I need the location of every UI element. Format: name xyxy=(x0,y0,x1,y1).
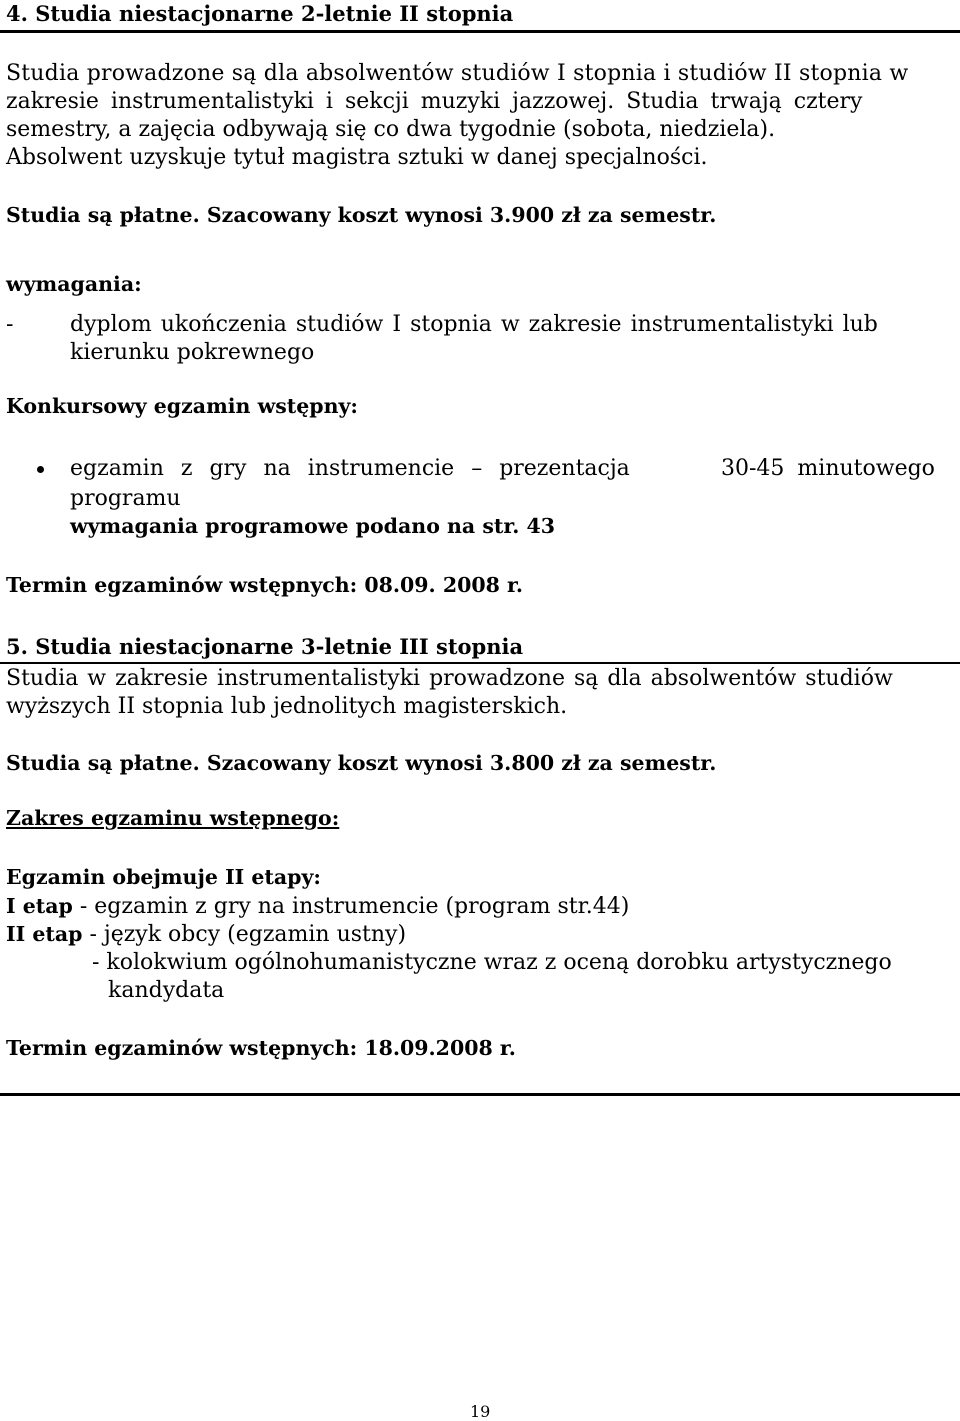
bottom-rule xyxy=(0,1093,960,1096)
section-4-requirements-label: wymagania: xyxy=(6,272,142,296)
section-4-intro-line-3: semestry, a zajęcia odbywają się co dwa tygodnie (sobota, niedziela). xyxy=(6,117,776,142)
section-5-cost: Studia są płatne. Szacowany koszt wynosi 3.800 zł za semestr. xyxy=(6,751,717,775)
bullet-dot xyxy=(37,466,44,473)
section-4-intro-line-2: zakresie instrumentalistyki i sekcji muzyki jazzowej. Studia trwają cztery xyxy=(6,89,863,114)
section-5-intro-line-1: Studia w zakresie instrumentalistyki prowadzone są dla absolwentów studiów xyxy=(6,666,893,691)
exam-item-right: 30-45 minutowego xyxy=(721,456,935,481)
section-4-exam-date: Termin egzaminów wstępnych: 08.09. 2008 r. xyxy=(6,573,524,597)
stage-2-text: - język obcy (egzamin ustny) xyxy=(82,922,407,947)
exam-item-note: wymagania programowe podano na str. 43 xyxy=(70,514,556,538)
stage-1-label: I etap xyxy=(6,894,73,918)
section-4-exam-label: Konkursowy egzamin wstępny: xyxy=(6,394,359,418)
section-5-intro-line-2: wyższych II stopnia lub jednolitych magisterskich. xyxy=(6,694,568,719)
stage-2-line xyxy=(6,922,406,947)
exam-item-main: egzamin z gry na instrumencie – prezentacja xyxy=(70,456,630,481)
page-number: 19 xyxy=(470,1402,491,1421)
exam-item-continuation: programu xyxy=(70,486,181,511)
section-4-heading-rule xyxy=(0,30,960,33)
requirement-line-1: dyplom ukończenia studiów I stopnia w zakresie instrumentalistyki lub xyxy=(70,312,878,337)
section-4-heading: 4. Studia niestacjonarne 2-letnie II stopnia xyxy=(6,1,514,26)
requirement-dash: - xyxy=(6,312,14,337)
stage-2-sub-line-1: - kolokwium ogólnohumanistyczne wraz z oceną dorobku artystycznego xyxy=(92,950,892,975)
section-4-intro-line-1: Studia prowadzone są dla absolwentów studiów I stopnia i studiów II stopnia w xyxy=(6,61,909,86)
stage-1-text: - egzamin z gry na instrumencie (program str.44) xyxy=(72,894,630,919)
stage-2-label: II etap xyxy=(6,922,83,946)
stage-1-line xyxy=(6,894,629,919)
section-5-exam-date: Termin egzaminów wstępnych: 18.09.2008 r. xyxy=(6,1036,516,1060)
section-5-stages-label: Egzamin obejmuje II etapy: xyxy=(6,865,321,889)
section-4-cost: Studia są płatne. Szacowany koszt wynosi 3.900 zł za semestr. xyxy=(6,203,717,227)
section-4-intro-line-4: Absolwent uzyskuje tytuł magistra sztuki w danej specjalności. xyxy=(6,145,708,170)
section-5-heading: 5. Studia niestacjonarne 3-letnie III stopnia xyxy=(6,634,524,659)
section-5-scope-label: Zakres egzaminu wstępnego: xyxy=(6,806,340,830)
requirement-line-2: kierunku pokrewnego xyxy=(70,340,315,365)
stage-2-sub-line-2: kandydata xyxy=(108,978,225,1003)
section-5-heading-rule xyxy=(0,662,960,664)
